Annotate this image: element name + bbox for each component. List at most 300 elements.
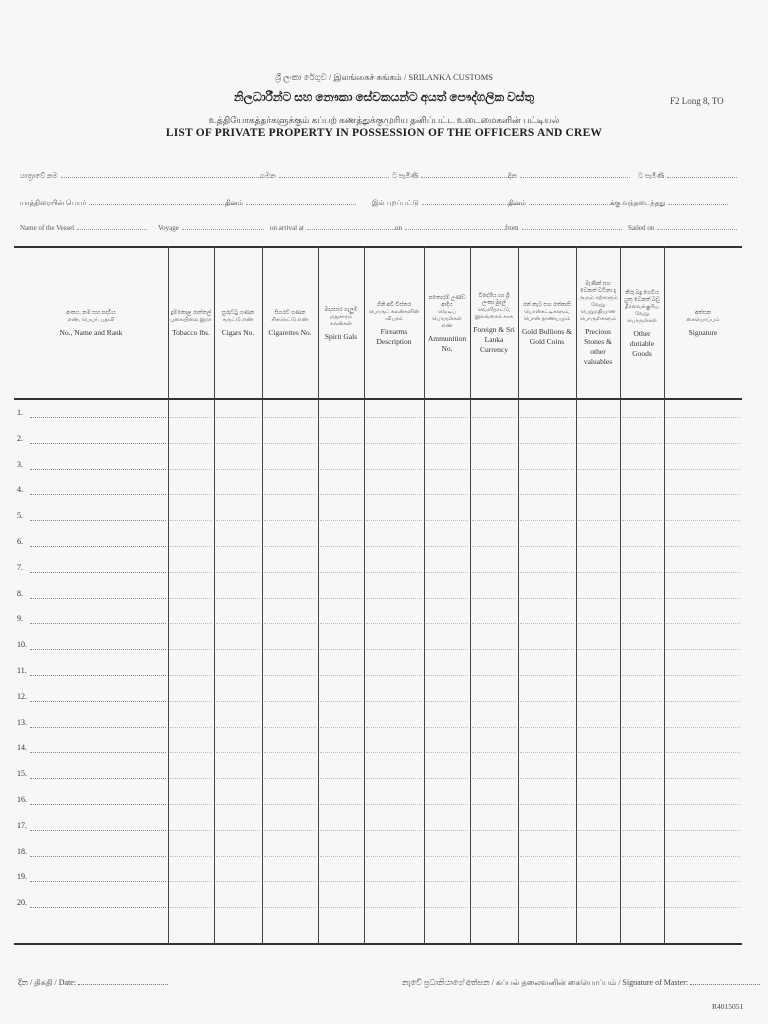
table-cell-entry-line[interactable]	[426, 545, 468, 547]
table-cell-entry-line[interactable]	[216, 880, 260, 882]
table-cell-entry-line[interactable]	[320, 674, 362, 676]
table-cell-entry-line[interactable]	[264, 777, 316, 779]
table-cell-entry-line[interactable]	[472, 493, 516, 495]
column-divider	[576, 246, 577, 944]
table-cell-entry-line[interactable]	[264, 442, 316, 444]
row-name-entry-line[interactable]	[30, 777, 166, 779]
table-cell-entry-line[interactable]	[320, 468, 362, 470]
table-cell-entry-line[interactable]	[426, 571, 468, 573]
table-cell-entry-line[interactable]	[622, 906, 662, 908]
field-date2-ta[interactable]: தினம்	[508, 198, 614, 208]
table-cell-entry-line[interactable]	[320, 777, 362, 779]
row-name-entry-line[interactable]	[30, 700, 166, 702]
column-divider	[214, 246, 215, 944]
table-cell-entry-line[interactable]	[666, 519, 740, 521]
table-cell-entry-line[interactable]	[366, 777, 422, 779]
table-cell-entry-line[interactable]	[666, 855, 740, 857]
table-cell-entry-line[interactable]	[578, 571, 618, 573]
table-cell-entry-line[interactable]	[520, 416, 574, 418]
table-cell-entry-line[interactable]	[216, 468, 260, 470]
row-number: 17.	[17, 820, 27, 830]
table-cell-entry-line[interactable]	[216, 751, 260, 753]
table-cell-entry-line[interactable]	[366, 880, 422, 882]
column-divider	[364, 246, 365, 944]
row-number: 2.	[17, 433, 23, 443]
row-name-entry-line[interactable]	[30, 829, 166, 831]
column-header-english: Signature	[688, 328, 718, 337]
table-cell-entry-line[interactable]	[622, 519, 662, 521]
table-cell-entry-line[interactable]	[366, 468, 422, 470]
table-cell-entry-line[interactable]	[426, 493, 468, 495]
column-header-local: අත්සන கையொப்பம்	[686, 310, 720, 323]
field-vessel-name-ta[interactable]: யாத்திரையின் பெயர்	[20, 198, 234, 208]
table-cell-entry-line[interactable]	[622, 545, 662, 547]
table-cell-entry-line[interactable]	[366, 571, 422, 573]
table-cell-entry-line[interactable]	[426, 468, 468, 470]
table-cell-entry-line[interactable]	[170, 442, 212, 444]
table-cell-entry-line[interactable]	[170, 880, 212, 882]
table-cell-entry-line[interactable]	[216, 493, 260, 495]
table-cell-entry-line[interactable]	[320, 855, 362, 857]
field-from[interactable]: from	[505, 223, 622, 232]
table-cell-entry-line[interactable]	[666, 803, 740, 805]
table-cell-entry-line[interactable]	[622, 442, 662, 444]
table-cell-entry-line[interactable]	[666, 571, 740, 573]
table-cell-entry-line[interactable]	[170, 622, 212, 624]
row-number: 6.	[17, 537, 23, 546]
column-header-local: රන් කැට සහ රත්කාසි பொன்கட்டிகளும், பொன் நாணயமும்	[522, 301, 572, 322]
table-cell-entry-line[interactable]	[320, 416, 362, 418]
field-date-si[interactable]: දින	[508, 171, 630, 181]
table-cell-entry-line[interactable]	[472, 751, 516, 753]
table-cell-entry-line[interactable]	[622, 700, 662, 702]
table-cell-entry-line[interactable]	[320, 751, 362, 753]
table-cell-entry-line[interactable]	[264, 700, 316, 702]
table-cell-entry-line[interactable]	[578, 597, 618, 599]
table-cell-entry-line[interactable]	[426, 803, 468, 805]
table-cell-entry-line[interactable]	[366, 416, 422, 418]
column-divider	[664, 246, 665, 944]
table-cell-entry-line[interactable]	[264, 855, 316, 857]
table-cell-entry-line[interactable]	[170, 648, 212, 650]
table-cell-entry-line[interactable]	[426, 442, 468, 444]
field-arrival-si[interactable]: ට පැමිණි	[392, 171, 511, 181]
row-name-entry-line[interactable]	[30, 674, 166, 676]
table-cell-entry-line[interactable]	[216, 674, 260, 676]
table-cell-entry-line[interactable]	[216, 726, 260, 728]
table-cell-entry-line[interactable]	[264, 622, 316, 624]
table-cell-entry-line[interactable]	[622, 726, 662, 728]
table-cell-entry-line[interactable]	[520, 545, 574, 547]
row-number: 10.	[17, 640, 27, 650]
table-cell-entry-line[interactable]	[320, 700, 362, 702]
table-cell-entry-line[interactable]	[426, 829, 468, 831]
table-cell-entry-line[interactable]	[578, 829, 618, 831]
table-cell-entry-line[interactable]	[472, 880, 516, 882]
column-header-local: තීරු බදු ගෙවිය යුතු වෙනත් බඩු தீர்வைக்குரிய வேறு பொருள்கள்	[624, 289, 660, 324]
table-cell-entry-line[interactable]	[170, 829, 212, 831]
table-cell-entry-line[interactable]	[622, 493, 662, 495]
column-header	[170, 250, 212, 398]
table-cell-entry-line[interactable]	[366, 906, 422, 908]
table-cell-entry-line[interactable]	[264, 829, 316, 831]
row-name-entry-line[interactable]	[30, 493, 166, 495]
table-cell-entry-line[interactable]	[520, 829, 574, 831]
row-name-entry-line[interactable]	[30, 519, 166, 521]
table-cell-entry-line[interactable]	[216, 777, 260, 779]
table-cell-entry-line[interactable]	[520, 726, 574, 728]
date-input-line[interactable]	[78, 978, 168, 985]
table-cell-entry-line[interactable]	[472, 468, 516, 470]
table-cell-entry-line[interactable]	[578, 726, 618, 728]
table-cell-entry-line[interactable]	[666, 906, 740, 908]
table-cell-entry-line[interactable]	[666, 880, 740, 882]
table-cell-entry-line[interactable]	[366, 519, 422, 521]
column-header-local: සුරුට්ටු ගණන சுருட்டு எண்	[221, 310, 255, 323]
table-cell-entry-line[interactable]	[622, 468, 662, 470]
table-cell-entry-line[interactable]	[320, 726, 362, 728]
table-cell-entry-line[interactable]	[666, 674, 740, 676]
table-cell-entry-line[interactable]	[622, 571, 662, 573]
table-cell-entry-line[interactable]	[472, 648, 516, 650]
table-cell-entry-line[interactable]	[426, 777, 468, 779]
table-cell-entry-line[interactable]	[578, 519, 618, 521]
table-cell-entry-line[interactable]	[320, 829, 362, 831]
table-cell-entry-line[interactable]	[216, 622, 260, 624]
table-bottom-border	[14, 943, 742, 945]
column-header-english: Other dutiable Goods	[629, 328, 655, 358]
field-voyage[interactable]: Voyage	[158, 223, 264, 232]
table-cell-entry-line[interactable]	[472, 829, 516, 831]
table-cell-entry-line[interactable]	[216, 829, 260, 831]
footer-signature-field[interactable]	[402, 978, 760, 988]
row-number: 18.	[17, 846, 27, 856]
table-cell-entry-line[interactable]	[578, 777, 618, 779]
table-cell-entry-line[interactable]	[170, 803, 212, 805]
column-header-local: පතොරම් උණ්ඩ ආදිය வெடிப் பொருள்கள் எண்	[428, 294, 466, 329]
row-name-entry-line[interactable]	[30, 416, 166, 418]
footer-date-field[interactable]	[18, 978, 168, 988]
table-cell-entry-line[interactable]	[666, 622, 740, 624]
table-cell-entry-line[interactable]	[366, 726, 422, 728]
column-header	[320, 250, 362, 398]
table-cell-entry-line[interactable]	[622, 622, 662, 624]
table-cell-entry-line[interactable]	[622, 648, 662, 650]
row-name-entry-line[interactable]	[30, 751, 166, 753]
table-cell-entry-line[interactable]	[622, 777, 662, 779]
table-cell-entry-line[interactable]	[520, 622, 574, 624]
table-cell-entry-line[interactable]	[426, 700, 468, 702]
table-cell-entry-line[interactable]	[472, 674, 516, 676]
table-cell-entry-line[interactable]	[366, 622, 422, 624]
table-cell-entry-line[interactable]	[170, 855, 212, 857]
table-cell-entry-line[interactable]	[216, 571, 260, 573]
table-cell-entry-line[interactable]	[366, 855, 422, 857]
row-name-entry-line[interactable]	[30, 726, 166, 728]
table-cell-entry-line[interactable]	[170, 468, 212, 470]
table-cell-entry-line[interactable]	[170, 571, 212, 573]
table-cell-entry-line[interactable]	[170, 674, 212, 676]
table-cell-entry-line[interactable]	[366, 597, 422, 599]
table-cell-entry-line[interactable]	[366, 674, 422, 676]
column-header-english: Ammunition No.	[427, 333, 467, 353]
row-name-entry-line[interactable]	[30, 906, 166, 908]
table-cell-entry-line[interactable]	[426, 855, 468, 857]
table-cell-entry-line[interactable]	[666, 751, 740, 753]
table-cell-entry-line[interactable]	[472, 545, 516, 547]
table-cell-entry-line[interactable]	[472, 803, 516, 805]
table-cell-entry-line[interactable]	[622, 855, 662, 857]
table-cell-entry-line[interactable]	[520, 468, 574, 470]
table-cell-entry-line[interactable]	[366, 442, 422, 444]
table-cell-entry-line[interactable]	[578, 648, 618, 650]
table-cell-entry-line[interactable]	[320, 545, 362, 547]
field-vessel-name[interactable]: Name of the Vessel	[20, 223, 147, 232]
table-cell-entry-line[interactable]	[320, 597, 362, 599]
row-number: 9.	[17, 614, 23, 624]
table-cell-entry-line[interactable]	[264, 493, 316, 495]
field-arrived-si[interactable]: ට පැමිණි	[638, 171, 737, 181]
table-cell-entry-line[interactable]	[264, 648, 316, 650]
column-header	[366, 250, 422, 398]
table-cell-entry-line[interactable]	[216, 855, 260, 857]
table-cell-entry-line[interactable]	[578, 674, 618, 676]
table-cell-entry-line[interactable]	[578, 855, 618, 857]
table-cell-entry-line[interactable]	[216, 442, 260, 444]
table-cell-entry-line[interactable]	[320, 648, 362, 650]
table-cell-entry-line[interactable]	[666, 597, 740, 599]
table-cell-entry-line[interactable]	[666, 777, 740, 779]
table-cell-entry-line[interactable]	[622, 674, 662, 676]
field-vessel-name-si[interactable]: යාත්‍රාවේ නම	[20, 171, 261, 181]
table-cell-entry-line[interactable]	[520, 700, 574, 702]
table-cell-entry-line[interactable]	[216, 519, 260, 521]
table-cell-entry-line[interactable]	[666, 829, 740, 831]
table-cell-entry-line[interactable]	[170, 519, 212, 521]
table-cell-entry-line[interactable]	[366, 803, 422, 805]
table-cell-entry-line[interactable]	[264, 519, 316, 521]
table-cell-entry-line[interactable]	[366, 493, 422, 495]
table-cell-entry-line[interactable]	[426, 416, 468, 418]
column-header	[622, 250, 662, 398]
column-header-english: No., Name and Rank	[59, 328, 123, 337]
row-name-entry-line[interactable]	[30, 648, 166, 650]
table-cell-entry-line[interactable]	[320, 442, 362, 444]
column-divider	[262, 246, 263, 944]
row-name-entry-line[interactable]	[30, 571, 166, 573]
table-cell-entry-line[interactable]	[578, 416, 618, 418]
table-cell-entry-line[interactable]	[264, 880, 316, 882]
table-cell-entry-line[interactable]	[472, 700, 516, 702]
column-header-english: Firearms Description	[376, 326, 412, 346]
table-cell-entry-line[interactable]	[170, 906, 212, 908]
row-name-entry-line[interactable]	[30, 597, 166, 599]
field-on[interactable]: on	[395, 223, 505, 232]
table-cell-entry-line[interactable]	[472, 855, 516, 857]
table-cell-entry-line[interactable]	[520, 493, 574, 495]
table-cell-entry-line[interactable]	[426, 880, 468, 882]
table-cell-entry-line[interactable]	[426, 906, 468, 908]
table-cell-entry-line[interactable]	[264, 571, 316, 573]
signature-input-line[interactable]	[690, 978, 760, 985]
table-cell-entry-line[interactable]	[366, 751, 422, 753]
table-cell-entry-line[interactable]	[320, 880, 362, 882]
table-cell-entry-line[interactable]	[216, 803, 260, 805]
table-cell-entry-line[interactable]	[366, 829, 422, 831]
table-cell-entry-line[interactable]	[578, 700, 618, 702]
field-date-ta[interactable]: தினம்	[225, 198, 356, 208]
row-name-entry-line[interactable]	[30, 880, 166, 882]
table-cell-entry-line[interactable]	[472, 622, 516, 624]
table-cell-entry-line[interactable]	[520, 597, 574, 599]
field-arrival-at[interactable]: on arrival at	[270, 223, 397, 232]
row-number: 8.	[17, 588, 23, 598]
table-cell-entry-line[interactable]	[426, 674, 468, 676]
table-cell-entry-line[interactable]	[426, 597, 468, 599]
table-cell-entry-line[interactable]	[472, 597, 516, 599]
table-cell-entry-line[interactable]	[520, 442, 574, 444]
table-cell-entry-line[interactable]	[264, 751, 316, 753]
table-cell-entry-line[interactable]	[520, 648, 574, 650]
table-cell-entry-line[interactable]	[170, 416, 212, 418]
column-header	[216, 250, 260, 398]
table-cell-entry-line[interactable]	[578, 622, 618, 624]
table-cell-entry-line[interactable]	[520, 519, 574, 521]
table-cell-entry-line[interactable]	[472, 906, 516, 908]
row-number: 7.	[17, 562, 23, 572]
table-cell-entry-line[interactable]	[578, 442, 618, 444]
table-cell-entry-line[interactable]	[666, 468, 740, 470]
table-cell-entry-line[interactable]	[520, 674, 574, 676]
table-cell-entry-line[interactable]	[578, 493, 618, 495]
table-cell-entry-line[interactable]	[666, 700, 740, 702]
row-number: 1.	[17, 408, 23, 417]
table-cell-entry-line[interactable]	[578, 468, 618, 470]
table-cell-entry-line[interactable]	[666, 442, 740, 444]
table-cell-entry-line[interactable]	[216, 597, 260, 599]
table-cell-entry-line[interactable]	[170, 726, 212, 728]
table-cell-entry-line[interactable]	[472, 442, 516, 444]
table-cell-entry-line[interactable]	[472, 777, 516, 779]
table-cell-entry-line[interactable]	[264, 674, 316, 676]
table-cell-entry-line[interactable]	[320, 803, 362, 805]
table-cell-entry-line[interactable]	[264, 416, 316, 418]
table-cell-entry-line[interactable]	[472, 571, 516, 573]
table-cell-entry-line[interactable]	[578, 880, 618, 882]
table-cell-entry-line[interactable]	[520, 880, 574, 882]
table-cell-entry-line[interactable]	[578, 906, 618, 908]
table-cell-entry-line[interactable]	[666, 726, 740, 728]
table-cell-entry-line[interactable]	[320, 571, 362, 573]
table-cell-entry-line[interactable]	[216, 700, 260, 702]
table-cell-entry-line[interactable]	[520, 751, 574, 753]
row-number: 16.	[17, 795, 27, 804]
row-name-entry-line[interactable]	[30, 803, 166, 805]
table-cell-entry-line[interactable]	[320, 622, 362, 624]
table-cell-entry-line[interactable]	[520, 906, 574, 908]
table-cell-entry-line[interactable]	[366, 700, 422, 702]
row-number: 3.	[17, 459, 23, 469]
column-header	[578, 250, 618, 398]
row-name-entry-line[interactable]	[30, 468, 166, 470]
table-cell-entry-line[interactable]	[264, 597, 316, 599]
field-arrived-ta[interactable]: க்கு வந்தடைந்தது	[610, 198, 728, 208]
header-english-title: LIST OF PRIVATE PROPERTY IN POSSESSION OF THE OFFICERS AND CREW	[165, 127, 603, 139]
table-cell-entry-line[interactable]	[520, 777, 574, 779]
row-name-entry-line[interactable]	[30, 855, 166, 857]
table-cell-entry-line[interactable]	[520, 855, 574, 857]
table-cell-entry-line[interactable]	[170, 777, 212, 779]
table-cell-entry-line[interactable]	[170, 493, 212, 495]
column-header-local: මැණික් සහ වෙනත් වටිනා දෑ அரும் கற்களும் வேறு பெறுமதியான பொருள்களும்	[578, 281, 618, 322]
table-cell-entry-line[interactable]	[622, 597, 662, 599]
table-cell-entry-line[interactable]	[520, 803, 574, 805]
table-cell-entry-line[interactable]	[426, 519, 468, 521]
table-cell-entry-line[interactable]	[170, 545, 212, 547]
table-cell-entry-line[interactable]	[264, 726, 316, 728]
table-cell-entry-line[interactable]	[622, 803, 662, 805]
signature-label: නැවේ ප්‍රධානියාගේ අත්සන / கப்பல் தலைவனின் கையொப்பம் / Signature of Master:	[402, 978, 689, 987]
field-departed-ta[interactable]: இல் புறப்பட்டு	[372, 198, 522, 208]
field-voyage-si[interactable]: ගමන	[260, 171, 389, 181]
table-cell-entry-line[interactable]	[622, 751, 662, 753]
row-number: 11.	[17, 666, 27, 675]
table-cell-entry-line[interactable]	[170, 597, 212, 599]
table-cell-entry-line[interactable]	[622, 829, 662, 831]
table-cell-entry-line[interactable]	[578, 803, 618, 805]
table-cell-entry-line[interactable]	[320, 493, 362, 495]
table-cell-entry-line[interactable]	[472, 726, 516, 728]
table-cell-entry-line[interactable]	[320, 906, 362, 908]
table-cell-entry-line[interactable]	[216, 545, 260, 547]
table-cell-entry-line[interactable]	[264, 545, 316, 547]
table-cell-entry-line[interactable]	[520, 571, 574, 573]
table-cell-entry-line[interactable]	[472, 416, 516, 418]
table-cell-entry-line[interactable]	[320, 519, 362, 521]
table-cell-entry-line[interactable]	[426, 726, 468, 728]
table-cell-entry-line[interactable]	[366, 545, 422, 547]
column-header-english: Tobacco lbs.	[172, 328, 210, 337]
table-cell-entry-line[interactable]	[216, 906, 260, 908]
row-name-entry-line[interactable]	[30, 442, 166, 444]
table-top-border	[14, 246, 742, 248]
table-cell-entry-line[interactable]	[426, 648, 468, 650]
table-cell-entry-line[interactable]	[578, 751, 618, 753]
row-name-entry-line[interactable]	[30, 622, 166, 624]
table-cell-entry-line[interactable]	[264, 803, 316, 805]
table-cell-entry-line[interactable]	[472, 519, 516, 521]
table-cell-entry-line[interactable]	[666, 648, 740, 650]
table-cell-entry-line[interactable]	[666, 545, 740, 547]
table-cell-entry-line[interactable]	[170, 700, 212, 702]
table-cell-entry-line[interactable]	[264, 468, 316, 470]
table-cell-entry-line[interactable]	[426, 751, 468, 753]
row-name-entry-line[interactable]	[30, 545, 166, 547]
table-cell-entry-line[interactable]	[666, 493, 740, 495]
table-cell-entry-line[interactable]	[366, 648, 422, 650]
table-cell-entry-line[interactable]	[216, 416, 260, 418]
table-cell-entry-line[interactable]	[264, 906, 316, 908]
table-cell-entry-line[interactable]	[578, 545, 618, 547]
table-cell-entry-line[interactable]	[622, 416, 662, 418]
field-sailed-on[interactable]: Sailed on	[628, 223, 737, 232]
table-cell-entry-line[interactable]	[622, 880, 662, 882]
column-divider	[318, 246, 319, 944]
table-cell-entry-line[interactable]	[216, 648, 260, 650]
table-cell-entry-line[interactable]	[426, 622, 468, 624]
table-cell-entry-line[interactable]	[170, 751, 212, 753]
table-cell-entry-line[interactable]	[666, 416, 740, 418]
